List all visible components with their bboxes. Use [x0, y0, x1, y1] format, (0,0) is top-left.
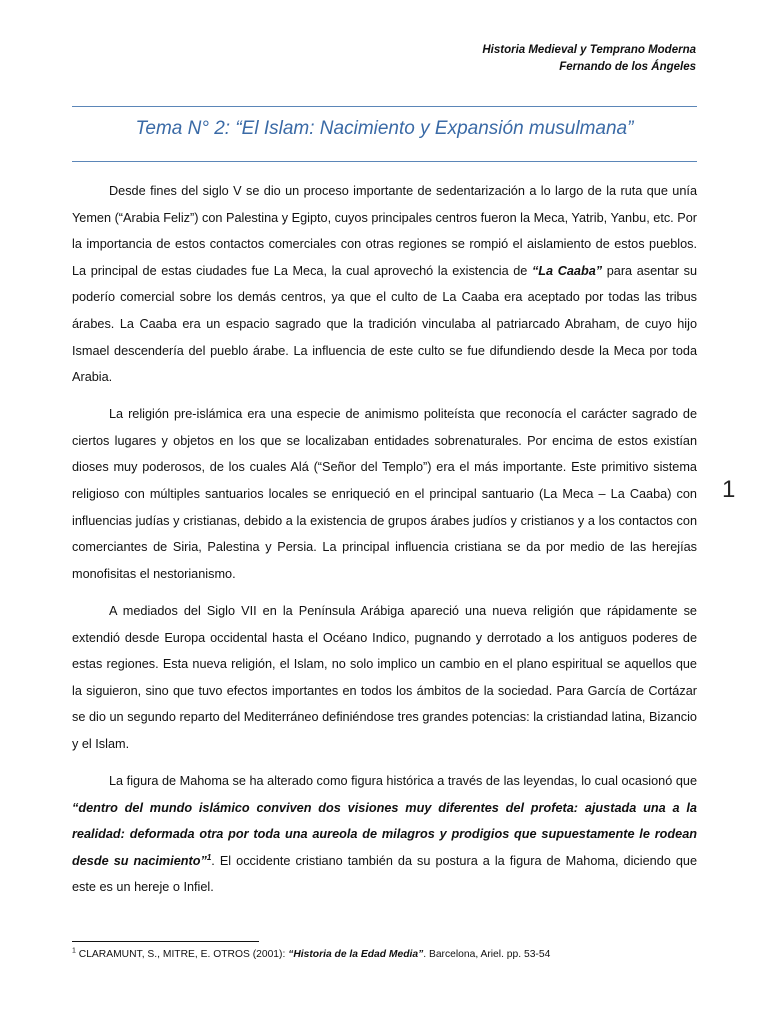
paragraph-4-quote: “dentro del mundo islámico conviven dos visiones muy diferentes del profeta: ajustada una a la realidad: deformada otra por toda una aureola de milagros y prodigios que supuestamente le rodean desde su nacimiento” [72, 800, 697, 868]
paragraph-1 [72, 178, 697, 391]
footnote-book-title: “Historia de la Edad Media” [288, 949, 424, 960]
footnote-marker: 1 [72, 947, 76, 955]
footnote-text-a: CLARAMUNT, S., MITRE, E. OTROS (2001): [75, 949, 289, 960]
footnote-text-b: . Barcelona, Ariel. pp. 53-54 [423, 949, 551, 960]
footnote-separator [72, 941, 259, 942]
paragraph-1-text-a: Desde fines del siglo V se dio un proceso importante de sedentarización a lo largo de la ruta que unía Yemen (“Arabia Feliz”) con Palestina y Egipto, cuyos principales centros fueron la Meca, Yatrib, Yanbu, etc. Por la importancia de estos contactos comerciales con otras regiones se rompió el aislamiento de estos pueblos. La principal de estas ciudades fue La Meca, la cual aprovechó la existencia de [72, 184, 697, 278]
footnote [72, 948, 697, 962]
header-course: Historia Medieval y Temprano Moderna [482, 44, 696, 56]
paragraph-2: La religión pre-islámica era una especie de animismo politeísta que reconocía el carácter sagrado de ciertos lugares y objetos en los que se localizaban entidades sobrenaturales. Por encima de estos existían dioses muy poderosos, de los cuales Alá (“Señor del Templo”) era el más importante. Este primitivo sistema religioso con múltiples santuarios locales se enriqueció en el principal santuario (La Meca – La Caaba) con influencias judías y cristianas, debido a la existencia de grupos árabes judíos y cristianos y a los contactos con comerciantes de Siria, Palestina y Persia. La principal influencia cristiana se da por medio de las herejías monofisitas el nestorianismo. [72, 407, 697, 581]
paragraph-1-text-b: para asentar su poderío comercial sobre los demás centros, ya que el culto de La Caaba era aceptado por todas las tribus árabes. La Caaba era un espacio sagrado que la tradición vinculaba al patriarcado Abraham, de cuyo hijo Ismael descendería del pueblo árabe. La influencia de este culto se fue difundiendo desde la Meca por toda Arabia. [72, 263, 698, 385]
paragraph-4-text-b: . El occidente cristiano también da su postura a la figura de Mahoma, diciendo que este es un hereje o Infiel. [72, 853, 698, 895]
paragraph-4 [72, 768, 697, 901]
title-rule-bottom [72, 161, 697, 162]
header-author: Fernando de los Ángeles [559, 61, 696, 73]
paragraph-4-text-a: La figura de Mahoma se ha alterado como figura histórica a través de las leyendas, lo cual ocasionó que [109, 773, 697, 788]
page-number: 1 [722, 476, 736, 503]
document-title: Tema N° 2: “El Islam: Nacimiento y Expansión musulmana” [135, 118, 634, 139]
page-header [482, 42, 696, 76]
title-rule-top [72, 106, 697, 107]
footnote-reference: 1 [206, 852, 212, 862]
document-body [72, 178, 697, 911]
paragraph-3: A mediados del Siglo VII en la Península Arábiga apareció una nueva religión que rápidamente se extendió desde Europa occidental hasta el Océano Indico, pugnando y derrotado a los antiguos poderes de estas regiones. Esta nueva religión, el Islam, no solo implico un cambio en el plano espiritual se aquellos que la siguieron, sino que tuvo efectos importantes en todos los ámbitos de la sociedad. Para García de Cortázar se dio un segundo reparto del Mediterráneo definiéndose tres grandes potencias: la cristiandad latina, Bizancio y el Islam. [72, 603, 697, 751]
paragraph-1-emphasis: “La Caaba” [531, 263, 603, 278]
